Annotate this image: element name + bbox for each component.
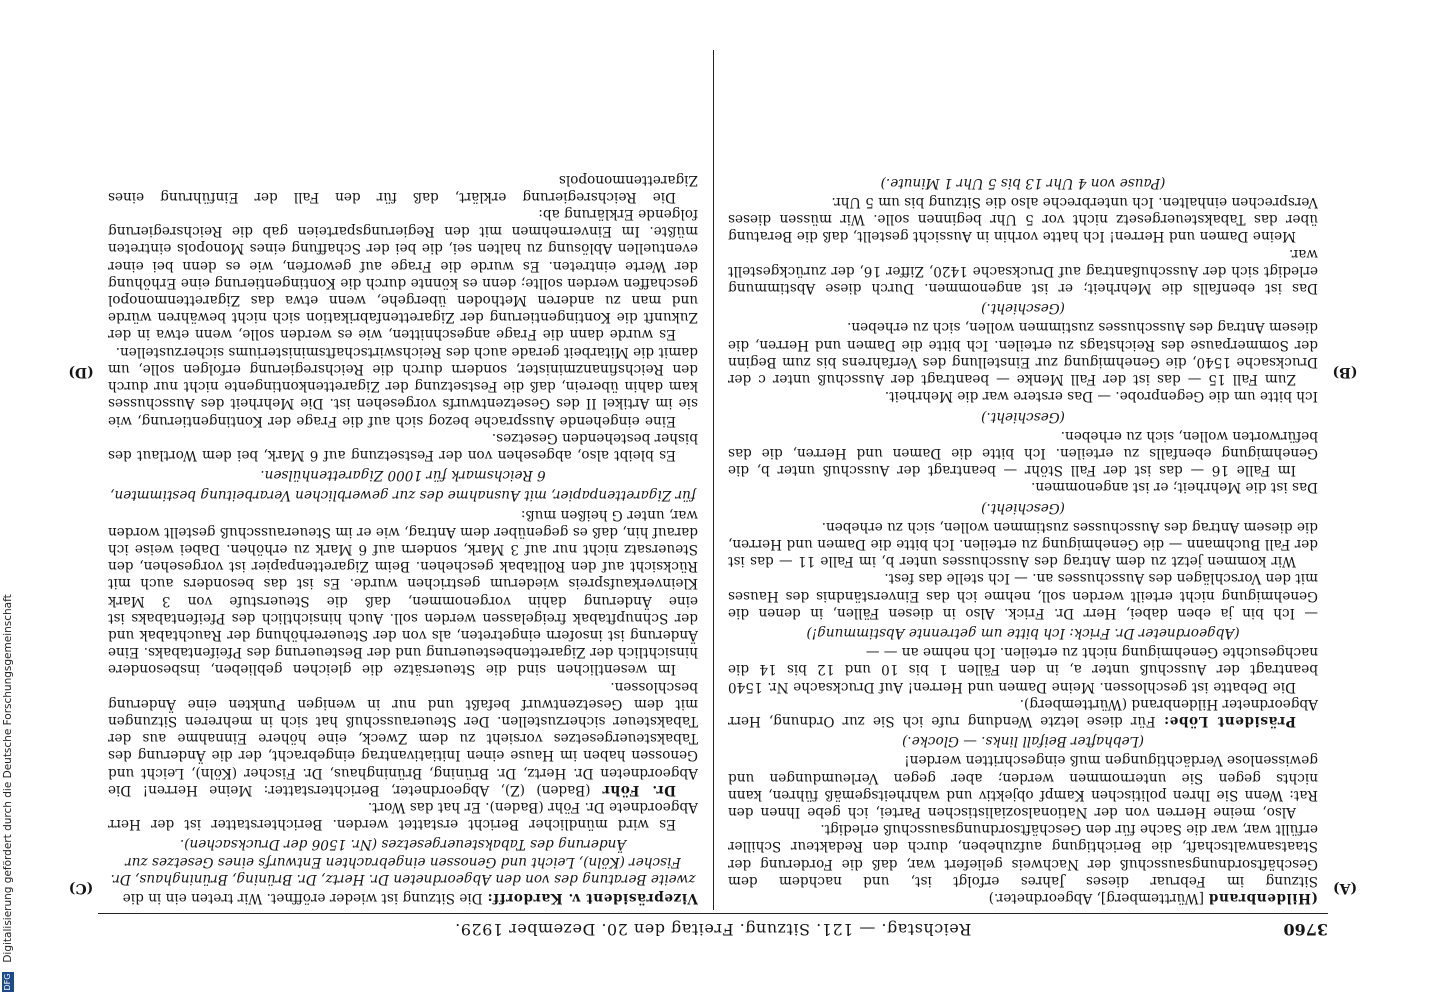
paragraph-text: (Geschieht.) [981,300,1065,317]
paragraph-text: Im wesentlichen sind die Steuersätze die gleichen geblieben, insbesondere hinsichtlich der Zigarettenbesteuerung und der Besteuerung des Pfeifentabaks. Eine Änderung ist insofern eingetreten, als von der Steuererhöhung der Rauchtabak und der Schnupftabak freigelassen werden soll. Auch hinsichtlich des Pfeifentabaks ist eine Änderung dahin vorgenommen, daß die Steuerstufe von 3 Mark Kleinverkaufspreis wiederum gestrichen wurde. Es ist das besonders auch mit Rücksicht auf den Rolltabak geschehen. Beim Zigarettenpapier ist vorgesehen, den Steuersatz nicht nur auf 3 Mark, sondern auf 6 Mark zu erhöhen. Dabei weise ich darauf hin, daß es gegenüber dem Antrag, wie er im Steuerausschuß gestellt worden war, unter G heißen muß: [108,506,698,678]
dfg-logo: DFG [3,973,12,991]
margin-mark-b: (B) [1332,364,1358,380]
paragraph-text: [Württemberg], Abgeordneter.) [988,890,1209,906]
paragraph [728,695,1318,729]
speaker-name: Dr. Föhr [601,781,676,798]
paragraph [728,193,1318,245]
paragraph-text: (Geschieht.) [981,408,1065,425]
paragraph-text: für Zigarettenpapier, mit Ausnahme des zur gewerblichen Verarbeitung bestimmten, [110,487,696,504]
header-rule [98,913,1328,914]
paragraph-text: Das ist ebenfalls die Mehrheit; er ist angenommen. Durch diese Abstimmung erledigt sich der Ausschußantrag auf Drucksache 1420, Ziffer 16, der zurückgestellt war. [728,245,1318,297]
paragraph-text: Meine Damen und Herren! Ich hatte vorhin in Aussicht gestellt, daß die Beratung über das Tabaksteuergesetz nicht vor 5 Uhr beginnen solle. Wir müssen dieses Versprechen einhalten. Ich unterbreche also die Sitzung bis um 5 Uhr. [728,194,1318,245]
paragraph-text: Die Sitzung ist wieder eröffnet. Wir treten ein in die [122,890,487,906]
paragraph [728,427,1318,479]
paragraph [108,505,698,677]
paragraph-text: Im Falle 16 — das ist der Fall Stöhr — beantragt der Ausschuß unter b, die Genehmigung ebenfalls zu erteilen. Ich bitte die Damen und Herren, die das befürworten wollen, sich zu erheben. [728,427,1318,479]
paragraph-text: (Lebhafter Beifall links. — Glocke.) [902,733,1144,750]
paragraph-text: (Abgeordneter Dr. Frick: Ich bitte um getrennte Abstimmung!) [806,624,1240,641]
paragraph-text: (Baden) (Z), Abgeordneter, Berichterstatter: Meine Herren! Die Abgeordneten Dr. Hertz, Dr. Brüning, Brüninghaus, Dr. Fischer (Köln), Leicht und Genossen haben im Hause einen Initiativantrag eingebracht, der die Änderung des Tabaksteuergesetzes vorsieht zu dem Zweck, eine höhere Einnahme aus der Tabaksteuer sicherzustellen. Der Steuerausschuß hat sich in mehreren Sitzungen mit dem Gesetzentwurf befaßt und nur in wenigen Punkten eine Änderung beschlossen. [108,678,698,798]
paragraph-text: 6 Reichsmark für 1000 Zigarettenhülsen. [260,467,546,484]
paragraph-text: Eine eingehende Aussprache bezog sich auf die Frage der Kontingentierung, wie sie im Artikel II des Gesetzentwurfs vorgesehen ist. Die Mehrheit des Ausschusses kam dahin überein, daß die Festsetzung der Zigarettenkontingente nicht nur durch den Reichsfinanzminister, sondern durch die Reichsregierung erfolgen solle, um damit die Mitarbeit gerade auch des Reichswirtschaftsministeriums sicherzustellen. [108,343,698,429]
margin-mark-c: (C) [68,880,94,896]
left-column [728,50,1318,906]
paragraph [728,518,1318,570]
paragraph [728,244,1318,296]
paragraph [108,466,698,483]
paragraph [728,174,1318,191]
paragraph-text: Für diese letzte Wendung rufe ich Sie zur Ordnung, Herr Abgeordneter Hildenbrand (Württemberg). [728,695,1318,729]
paragraph [108,170,698,204]
paragraph [728,387,1318,404]
speaker-name: (Hildenbrand [1208,890,1318,906]
paragraph [728,478,1318,495]
paragraph [728,299,1318,316]
right-column [108,50,698,906]
paragraph-text: Also, meine Herren von der Nationalsozialistischen Partei, ich gebe Ihnen den Rat: Wenn Sie Ihren politischen Kampf objektiv und wahrheitsgemäß führen, kann nichts gegen Sie unternommen werden; aber gegen Verleumdungen und gewissenlose Verdächtigungen muß eingeschritten werden! [728,752,1318,820]
paragraph-text: Sitzung im Februar dieses Jahres erfolgt ist, und nachdem dem Geschäftsordnungsausschuß der Nachweis geliefert war, daß die Forderung der Staatsanwaltschaft, die Berichtigung aufzuheben, durch den Redakteur Schiller erfüllt war, war die Sache für den Geschäftsordnungsausschuß erledigt. [728,821,1318,889]
paragraph [728,624,1318,641]
digitization-credit [0,0,16,1000]
paragraph-text: Die Debatte ist geschlossen. Meine Damen und Herren! Auf Drucksache Nr. 1540 beantragt der Ausschuß unter a, in den Fällen 1 bis 10 und 12 bis 14 die nachgesuchte Genehmigung nicht zu erteilen. Ich nehme an — — [728,644,1318,695]
margin-mark-a: (A) [1332,880,1358,896]
page-header [98,916,1328,940]
paragraph-text: Ich bitte um die Gegenprobe. — Das erstere war die Mehrheit. [884,388,1318,405]
running-head: Reichstag. — 121. Sitzung. Freitag den 20. Dezember 1929. [454,920,972,939]
paragraph-text: — Ich bin ja eben dabei, Herr Dr. Frick. Also in diesen Fällen, in denen die Genehmigung nicht erteilt werden soll, nehme ich das Einverständnis des Hauses mit den Vorschlägen des Ausschusses an. — Ich stelle das fest. [728,570,1318,621]
paragraph-text: Zum Fall 15 — das ist der Fall Menke — beantragt der Ausschuß unter c der Drucksache 1540, die Genehmigung zur Einstellung des Verfahrens bis zum Beginn der Sommerpause des Reichstags zu erteilen. Ich bitte die Damen und Herren, die diesem Antrag des Ausschusses zustimmen wollen, sich zu erheben. [728,319,1318,388]
page-content [68,46,1358,940]
paragraph-text: Es wurde dann die Frage angeschnitten, wie es werden solle, wenn etwa in der Zukunft die Kontingentierung der Zigarettenfabrikation sich nicht bewähren würde und man zu anderen Methoden übergehe, wenn etwa das Zigarettenmonopol geschaffen werden sollte; denn es könnte durch die Kontingentierung eine Erhöhung der Werte eintreten. Es wurde die Frage auf geworfen, wie es denn bei einer eventuellen Ablösung zu halten sei, die bei der Schaffung eines Monopols eintreten müßte. Im Einvernehmen mit den Regierungsparteien gab die Reichsregierung folgende Erklärung ab: [108,206,698,343]
paragraph [108,889,698,906]
paragraph [728,569,1318,621]
page-number: 3760 [1283,920,1328,939]
speaker-name: Vizepräsident v. Kardorff: [486,890,698,906]
paragraph [108,677,698,797]
paragraph [108,798,698,832]
paragraph-text: Es bleibt also, abgesehen von der Festsetzung auf 6 Mark, bei dem Wortlaut des bisher bestehenden Gesetzes. [108,429,698,463]
paragraph [728,407,1318,424]
paragraph-text: Es wird mündlicher Bericht erstattet werden. Berichterstatter ist der Herr Abgeordnete Dr. Föhr (Baden). Er hat das Wort. [108,798,698,833]
paragraph-text: (Geschieht.) [981,499,1065,516]
paragraph [108,429,698,463]
paragraph [108,486,698,503]
paragraph [728,498,1318,515]
paragraph-text: (Pause von 4 Uhr 13 bis 5 Uhr 1 Minute.) [880,174,1166,191]
credit-text: Digitalisierung gefördert durch die Deutsche Forschungsgemeinschaft [2,594,14,963]
paragraph-text: zweite Beratung des von den Abgeordneten Dr. Hertz, Dr. Brüning, Brüninghaus, Dr. Fischer (Köln), Leicht und Genossen eingebrachten Entwurfs eines Gesetzes zur Änderung des Tabaksteuergesetzes (Nr. 1506 der Drucksachen). [110,836,696,887]
speaker-name: Präsident Löbe: [1163,712,1296,729]
paragraph [728,643,1318,695]
column-divider [713,50,714,910]
margin-mark-d: (D) [68,364,94,380]
paragraph [728,318,1318,387]
paragraph [108,205,698,343]
paragraph [728,820,1318,889]
paragraph-text: Das ist die Mehrheit; er ist angenommen. [1031,479,1318,496]
paragraph [728,889,1318,906]
paragraph [728,732,1318,749]
paragraph [108,835,698,887]
paragraph [728,751,1318,820]
paragraph-text: Wir kommen jetzt zu dem Antrag des Ausschusses unter b, im Falle 11 — das ist der Fall Buchmann — die Genehmigung zu erteilen. Ich bitte die Damen und Herren, die diesem Antrag des Ausschusses zustimmen wollen, sich zu erheben. [728,518,1318,570]
paragraph [108,343,698,429]
paragraph-text: Die Reichsregierung erklärt, daß für den Fall der Einführung eines Zigarettenmonopols [108,171,698,205]
